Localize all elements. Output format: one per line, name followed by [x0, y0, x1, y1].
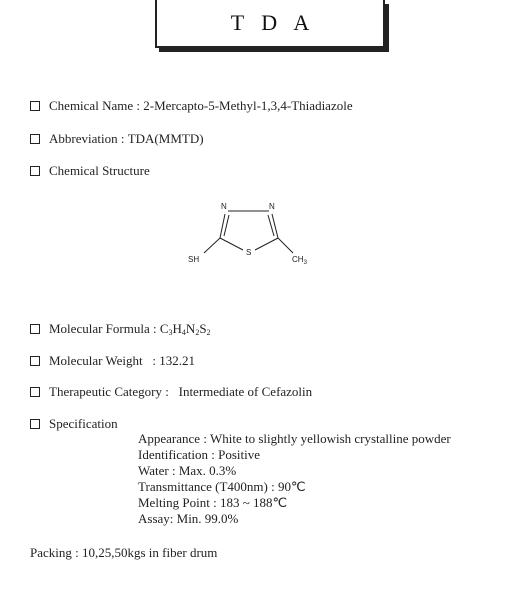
specification-row	[30, 416, 118, 432]
bond-c-s-left	[220, 238, 243, 250]
therapeutic-category-separator: :	[161, 384, 179, 399]
atom-ch3-subscript: 3	[303, 260, 307, 266]
bond-n-c-left-double	[224, 215, 229, 236]
abbreviation-separator: :	[117, 131, 128, 146]
spec-transmittance: Transmittance (T400nm) : 90℃	[138, 479, 306, 494]
checkbox-icon	[30, 101, 40, 111]
molecular-weight-label: Molecular Weight	[49, 353, 143, 368]
atom-ch3-main: CH	[292, 255, 304, 264]
atom-s: S	[246, 248, 252, 257]
formula-count-s: 2	[206, 328, 211, 337]
abbreviation-value: TDA(MMTD)	[127, 131, 204, 146]
checkbox-icon	[30, 166, 40, 176]
atom-n-left: N	[221, 202, 227, 211]
chemical-name-separator: :	[133, 98, 144, 113]
formula-element-h: H	[172, 321, 182, 336]
spec-identification: Identification : Positive	[138, 447, 261, 462]
molecular-weight-value: 132.21	[159, 353, 196, 368]
therapeutic-category-value: Intermediate of Cefazolin	[178, 384, 313, 399]
molecular-formula-row	[30, 321, 211, 337]
specification-list	[138, 431, 451, 527]
formula-count-n: 2	[195, 328, 200, 337]
chemical-structure-row	[30, 163, 150, 179]
checkbox-icon	[30, 356, 40, 366]
therapeutic-category-row	[30, 384, 312, 400]
title-box	[155, 0, 385, 48]
chemical-structure-diagram	[185, 195, 325, 270]
chemical-name-label: Chemical Name	[49, 98, 134, 113]
formula-element-s: S	[199, 321, 207, 336]
packing-text: Packing : 10,25,50kgs in fiber drum	[30, 545, 218, 560]
chemical-structure-label: Chemical Structure	[49, 163, 150, 178]
document-title: T D A	[230, 10, 316, 35]
bond-s-c-right	[255, 238, 278, 250]
spec-assay: Assay: Min. 99.0%	[138, 511, 239, 526]
abbreviation-row	[30, 131, 204, 147]
therapeutic-category-label: Therapeutic Category	[49, 384, 162, 399]
atom-sh: SH	[188, 255, 200, 264]
checkbox-icon	[30, 419, 40, 429]
molecular-formula-value	[160, 321, 211, 337]
formula-count-c: 3	[168, 328, 173, 337]
bond-n-c-right	[272, 214, 278, 238]
formula-count-h: 4	[181, 328, 186, 337]
molecular-weight-row	[30, 353, 195, 369]
checkbox-icon	[30, 387, 40, 397]
spec-water: Water : Max. 0.3%	[138, 463, 237, 478]
bond-c-sh	[204, 238, 220, 253]
atom-n-right: N	[269, 202, 275, 211]
bond-c-ch3	[278, 238, 293, 253]
molecular-formula-label: Molecular Formula	[49, 321, 150, 336]
chemical-name-row	[30, 98, 353, 114]
chemical-name-value: 2-Mercapto-5-Methyl-1,3,4-Thiadiazole	[143, 98, 353, 113]
formula-element-c: C	[159, 321, 169, 336]
checkbox-icon	[30, 324, 40, 334]
abbreviation-label: Abbreviation	[49, 131, 118, 146]
molecular-weight-separator: :	[142, 353, 160, 368]
checkbox-icon	[30, 134, 40, 144]
spec-appearance: Appearance : White to slightly yellowish crystalline powder	[138, 431, 451, 446]
spec-melting-point: Melting Point : 183 ~ 188℃	[138, 495, 288, 510]
specification-label: Specification	[49, 416, 118, 431]
molecular-formula-separator: :	[149, 321, 160, 336]
formula-element-n: N	[185, 321, 196, 336]
atom-ch3	[292, 255, 308, 266]
